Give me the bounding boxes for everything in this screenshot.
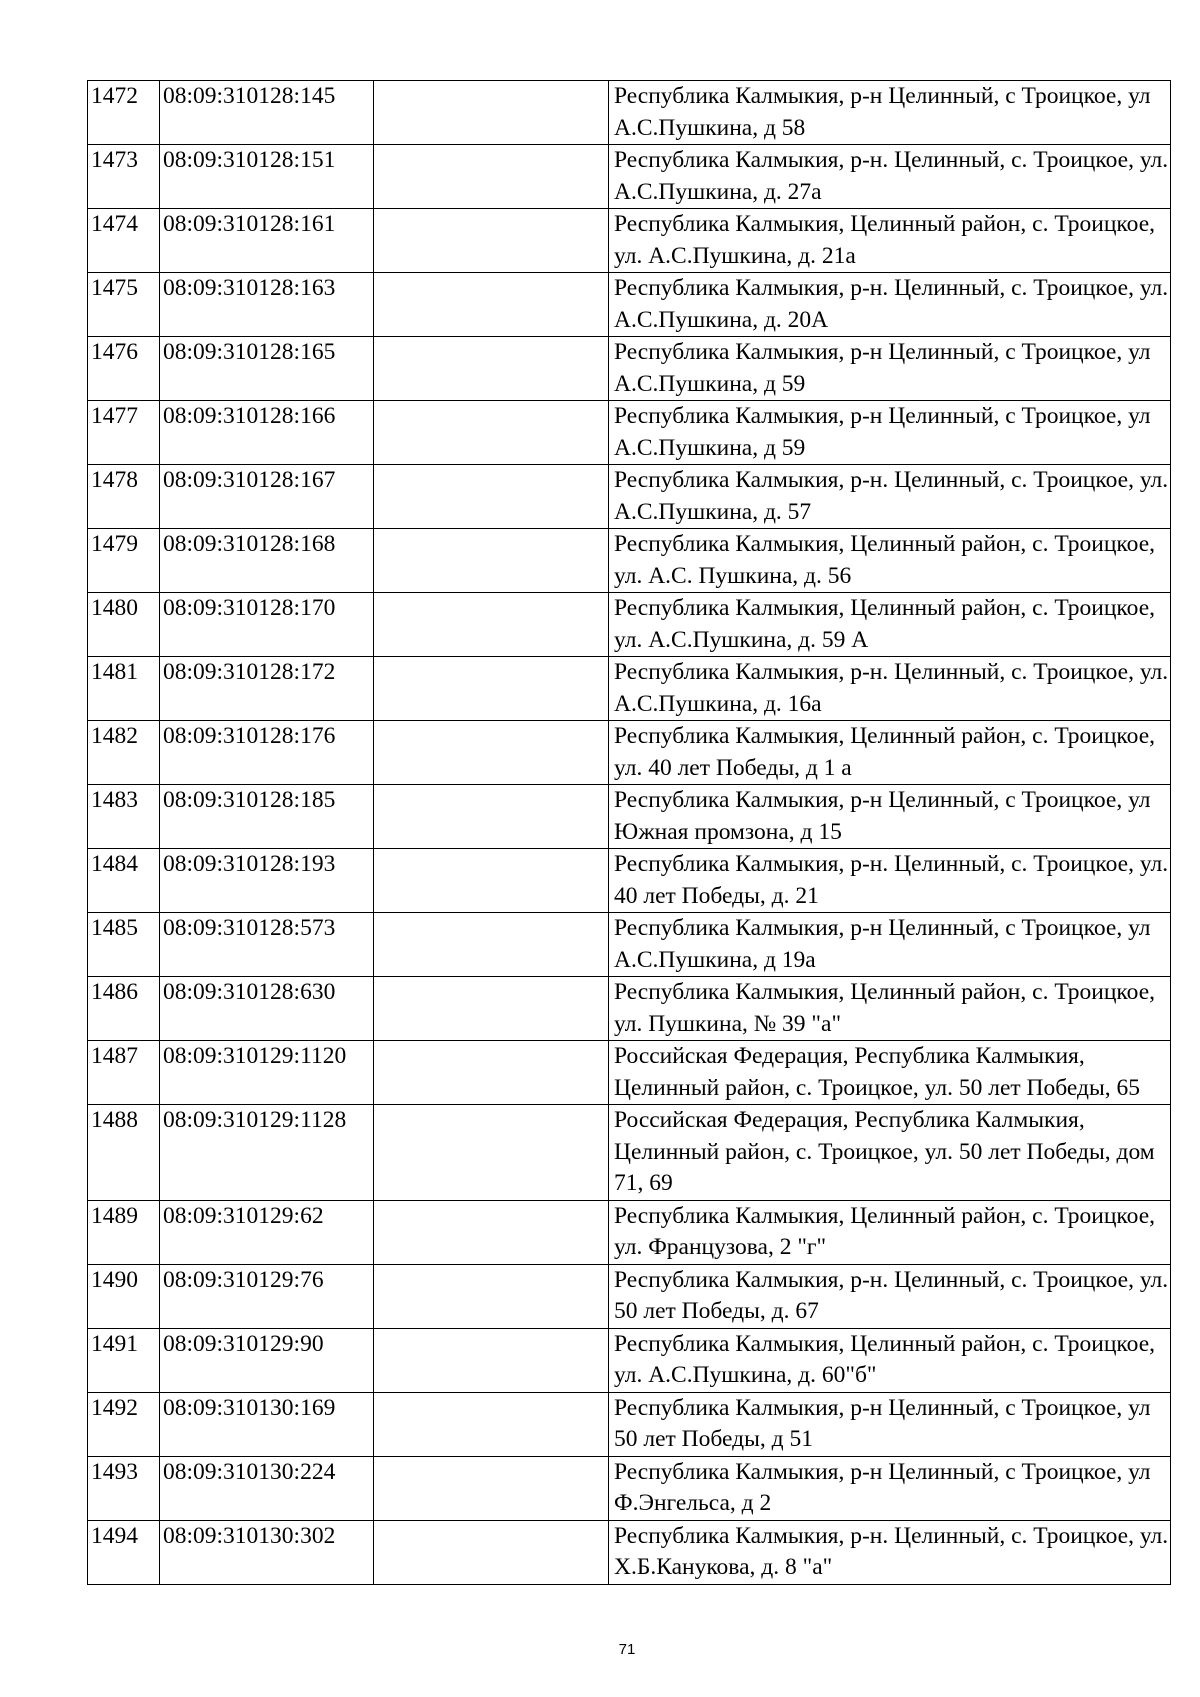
- row-number-cell: 1473: [88, 145, 160, 209]
- table-row: [88, 1328, 1171, 1392]
- empty-cell: [374, 1264, 609, 1328]
- empty-cell: [374, 1520, 609, 1584]
- cadastral-number-cell: 08:09:310128:166: [160, 401, 374, 465]
- table-row: [88, 1520, 1171, 1584]
- empty-cell: [374, 1328, 609, 1392]
- address-cell: Республика Калмыкия, р-н. Целинный, с. Троицкое, ул. 40 лет Победы, д. 21: [609, 849, 1171, 913]
- row-number-cell: 1494: [88, 1520, 160, 1584]
- row-number-cell: 1484: [88, 849, 160, 913]
- cadastral-number-cell: 08:09:310128:176: [160, 721, 374, 785]
- empty-cell: [374, 1392, 609, 1456]
- address-cell: Республика Калмыкия, р-н. Целинный, с. Троицкое, ул. А.С.Пушкина, д. 27а: [609, 145, 1171, 209]
- row-number-cell: 1493: [88, 1456, 160, 1520]
- row-number-cell: 1476: [88, 337, 160, 401]
- address-cell: Республика Калмыкия, Целинный район, с. Троицкое, ул. А.С. Пушкина, д. 56: [609, 529, 1171, 593]
- address-cell: Российская Федерация, Республика Калмыкия, Целинный район, с. Троицкое, ул. 50 лет Победы, дом 71, 69: [609, 1105, 1171, 1201]
- row-number-cell: 1487: [88, 1041, 160, 1105]
- empty-cell: [374, 145, 609, 209]
- empty-cell: [374, 785, 609, 849]
- table-row: [88, 1264, 1171, 1328]
- cadastral-number-cell: 08:09:310128:167: [160, 465, 374, 529]
- address-cell: Республика Калмыкия, р-н. Целинный, с. Троицкое, ул. А.С.Пушкина, д. 16а: [609, 657, 1171, 721]
- table-row: [88, 81, 1171, 145]
- table-row: [88, 145, 1171, 209]
- table-row: [88, 1105, 1171, 1201]
- page-number: 71: [618, 1641, 636, 1658]
- cadastral-number-cell: 08:09:310128:573: [160, 913, 374, 977]
- row-number-cell: 1481: [88, 657, 160, 721]
- empty-cell: [374, 337, 609, 401]
- empty-cell: [374, 529, 609, 593]
- address-cell: Республика Калмыкия, р-н. Целинный, с. Троицкое, ул. 50 лет Победы, д. 67: [609, 1264, 1171, 1328]
- address-cell: Республика Калмыкия, р-н Целинный, с Троицкое, ул 50 лет Победы, д 51: [609, 1392, 1171, 1456]
- table-row: [88, 465, 1171, 529]
- table-row: [88, 401, 1171, 465]
- address-cell: Республика Калмыкия, р-н Целинный, с Троицкое, ул А.С.Пушкина, д 59: [609, 401, 1171, 465]
- empty-cell: [374, 849, 609, 913]
- row-number-cell: 1482: [88, 721, 160, 785]
- row-number-cell: 1483: [88, 785, 160, 849]
- address-cell: Республика Калмыкия, р-н Целинный, с Троицкое, ул А.С.Пушкина, д 19а: [609, 913, 1171, 977]
- table-row: [88, 721, 1171, 785]
- row-number-cell: 1477: [88, 401, 160, 465]
- cadastral-number-cell: 08:09:310128:170: [160, 593, 374, 657]
- row-number-cell: 1472: [88, 81, 160, 145]
- table-row: [88, 1392, 1171, 1456]
- table-row: [88, 273, 1171, 337]
- row-number-cell: 1485: [88, 913, 160, 977]
- cadastral-number-cell: 08:09:310128:163: [160, 273, 374, 337]
- empty-cell: [374, 977, 609, 1041]
- cadastral-number-cell: 08:09:310128:185: [160, 785, 374, 849]
- empty-cell: [374, 209, 609, 273]
- table-row: [88, 209, 1171, 273]
- address-cell: Республика Калмыкия, р-н Целинный, с Троицкое, ул Южная промзона, д 15: [609, 785, 1171, 849]
- row-number-cell: 1475: [88, 273, 160, 337]
- property-table-body: [88, 81, 1171, 1585]
- address-cell: Республика Калмыкия, р-н Целинный, с Троицкое, ул А.С.Пушкина, д 59: [609, 337, 1171, 401]
- empty-cell: [374, 657, 609, 721]
- row-number-cell: 1489: [88, 1200, 160, 1264]
- cadastral-number-cell: 08:09:310130:169: [160, 1392, 374, 1456]
- table-row: [88, 1041, 1171, 1105]
- cadastral-number-cell: 08:09:310129:1128: [160, 1105, 374, 1201]
- address-cell: Республика Калмыкия, р-н Целинный, с Троицкое, ул Ф.Энгельса, д 2: [609, 1456, 1171, 1520]
- empty-cell: [374, 1041, 609, 1105]
- cadastral-number-cell: 08:09:310128:630: [160, 977, 374, 1041]
- table-row: [88, 785, 1171, 849]
- table-row: [88, 657, 1171, 721]
- empty-cell: [374, 721, 609, 785]
- table-row: [88, 593, 1171, 657]
- cadastral-number-cell: 08:09:310129:1120: [160, 1041, 374, 1105]
- cadastral-number-cell: 08:09:310128:172: [160, 657, 374, 721]
- cadastral-number-cell: 08:09:310130:224: [160, 1456, 374, 1520]
- row-number-cell: 1490: [88, 1264, 160, 1328]
- table-row: [88, 849, 1171, 913]
- cadastral-number-cell: 08:09:310130:302: [160, 1520, 374, 1584]
- address-cell: Республика Калмыкия, р-н. Целинный, с. Троицкое, ул. А.С.Пушкина, д. 57: [609, 465, 1171, 529]
- empty-cell: [374, 273, 609, 337]
- address-cell: Республика Калмыкия, р-н Целинный, с Троицкое, ул А.С.Пушкина, д 58: [609, 81, 1171, 145]
- row-number-cell: 1486: [88, 977, 160, 1041]
- cadastral-number-cell: 08:09:310128:193: [160, 849, 374, 913]
- empty-cell: [374, 401, 609, 465]
- cadastral-number-cell: 08:09:310128:165: [160, 337, 374, 401]
- empty-cell: [374, 465, 609, 529]
- row-number-cell: 1479: [88, 529, 160, 593]
- empty-cell: [374, 1105, 609, 1201]
- cadastral-number-cell: 08:09:310128:161: [160, 209, 374, 273]
- cadastral-number-cell: 08:09:310129:76: [160, 1264, 374, 1328]
- empty-cell: [374, 593, 609, 657]
- row-number-cell: 1492: [88, 1392, 160, 1456]
- empty-cell: [374, 1456, 609, 1520]
- cadastral-number-cell: 08:09:310129:62: [160, 1200, 374, 1264]
- address-cell: Республика Калмыкия, Целинный район, с. Троицкое, ул. А.С.Пушкина, д. 21а: [609, 209, 1171, 273]
- address-cell: Республика Калмыкия, Целинный район, с. Троицкое, ул. А.С.Пушкина, д. 60"б": [609, 1328, 1171, 1392]
- row-number-cell: 1488: [88, 1105, 160, 1201]
- table-row: [88, 1456, 1171, 1520]
- address-cell: Республика Калмыкия, Целинный район, с. Троицкое, ул. Пушкина, № 39 "а": [609, 977, 1171, 1041]
- empty-cell: [374, 1200, 609, 1264]
- empty-cell: [374, 913, 609, 977]
- row-number-cell: 1474: [88, 209, 160, 273]
- address-cell: Республика Калмыкия, Целинный район, с. Троицкое, ул. А.С.Пушкина, д. 59 А: [609, 593, 1171, 657]
- empty-cell: [374, 81, 609, 145]
- table-row: [88, 529, 1171, 593]
- table-row: [88, 337, 1171, 401]
- address-cell: Республика Калмыкия, р-н. Целинный, с. Троицкое, ул. А.С.Пушкина, д. 20А: [609, 273, 1171, 337]
- cadastral-number-cell: 08:09:310129:90: [160, 1328, 374, 1392]
- table-row: [88, 977, 1171, 1041]
- table-row: [88, 913, 1171, 977]
- cadastral-number-cell: 08:09:310128:151: [160, 145, 374, 209]
- address-cell: Республика Калмыкия, Целинный район, с. Троицкое, ул. Французова, 2 "г": [609, 1200, 1171, 1264]
- row-number-cell: 1480: [88, 593, 160, 657]
- address-cell: Республика Калмыкия, Целинный район, с. Троицкое, ул. 40 лет Победы, д 1 а: [609, 721, 1171, 785]
- address-cell: Республика Калмыкия, р-н. Целинный, с. Троицкое, ул. Х.Б.Канукова, д. 8 "а": [609, 1520, 1171, 1584]
- property-table: [87, 80, 1171, 1585]
- table-row: [88, 1200, 1171, 1264]
- cadastral-number-cell: 08:09:310128:145: [160, 81, 374, 145]
- cadastral-number-cell: 08:09:310128:168: [160, 529, 374, 593]
- row-number-cell: 1491: [88, 1328, 160, 1392]
- row-number-cell: 1478: [88, 465, 160, 529]
- address-cell: Российская Федерация, Республика Калмыкия, Целинный район, с. Троицкое, ул. 50 лет Победы, 65: [609, 1041, 1171, 1105]
